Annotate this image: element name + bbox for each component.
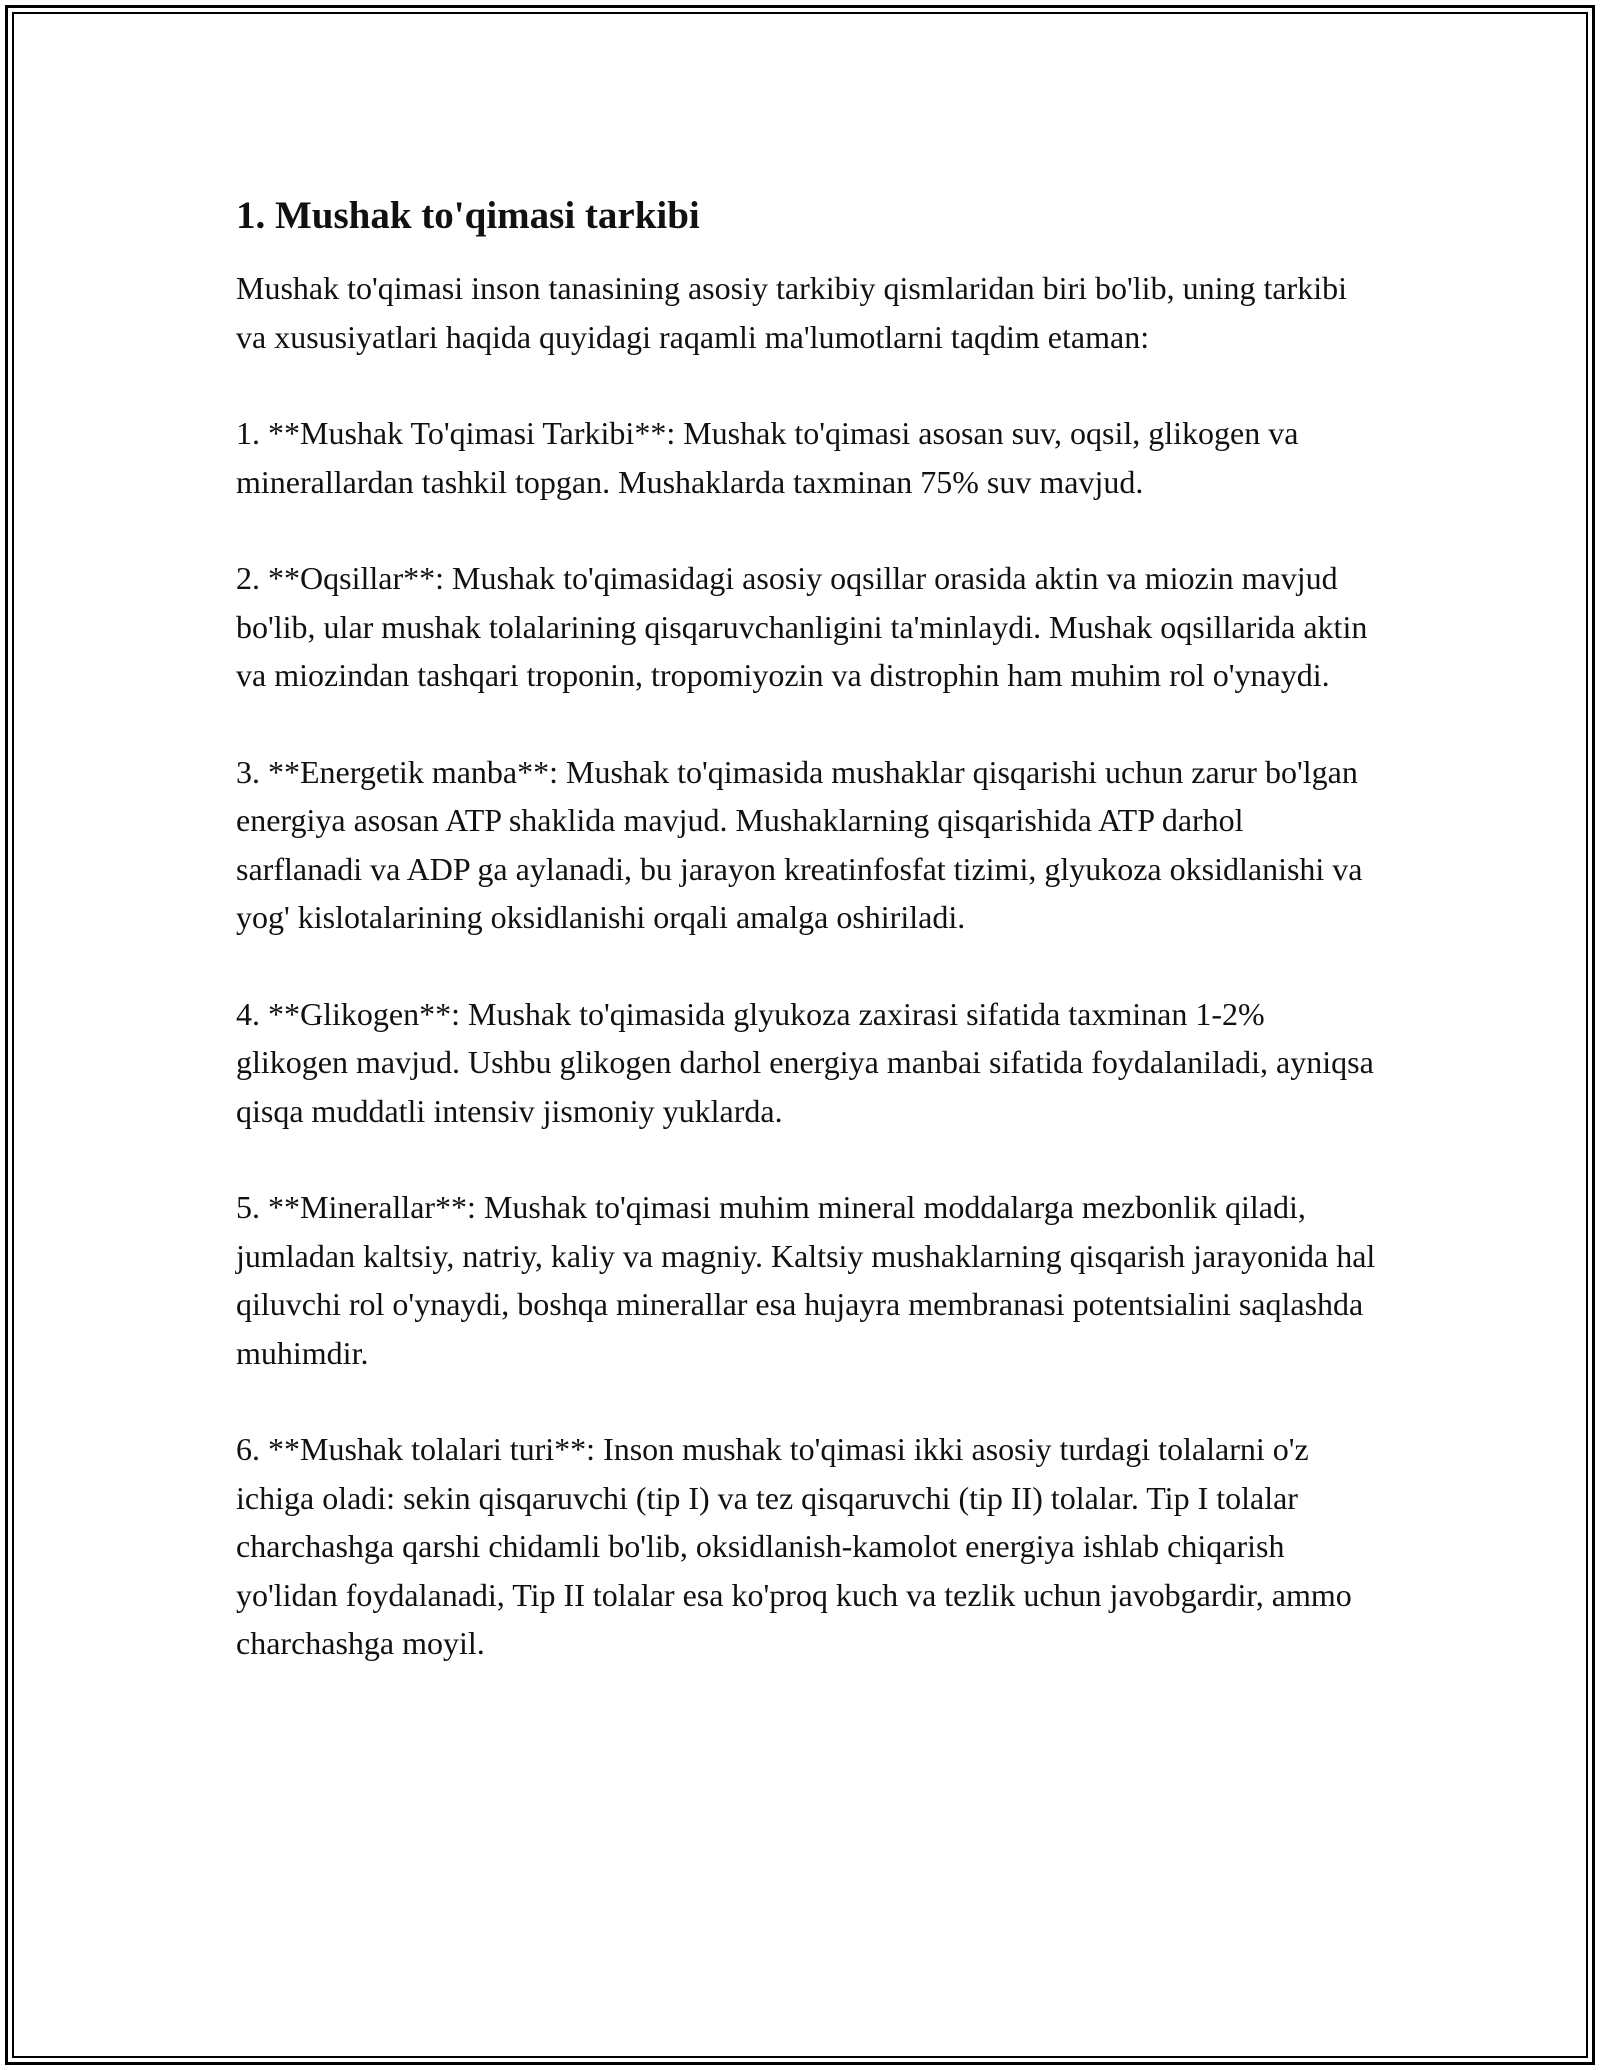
- intro-paragraph: Mushak to'qimasi inson tanasining asosiy tarkibiy qismlaridan biri bo'lib, uning tarkibi va xususiyatlari haqida quyidagi raqamli ma'lumotlarni taqdim etaman:: [236, 270, 1347, 355]
- list-item: 5. **Minerallar**: Mushak to'qimasi muhim mineral moddalarga mezbonlik qiladi, jumladan kaltsiy, natriy, kaliy va magniy. Kaltsiy mushaklarning qisqarish jarayonida hal qiluvchi rol o'ynaydi, boshqa minerallar esa hujayra membranasi potentsialini saqlashda muhimdir.: [236, 1189, 1376, 1371]
- section-title: 1. Mushak to'qimasi tarkibi: [236, 194, 700, 237]
- list-item: 6. **Mushak tolalari turi**: Inson mushak to'qimasi ikki asosiy turdagi tolalarni o'z ichiga oladi: sekin qisqaruvchi (tip I) va tez qisqaruvchi (tip II) tolalar. Tip I tolalar charchashga qarshi chidamli bo'lib, oksidlanish-kamolot energiya ishlab chiqarish yo'lidan foydalanadi, Tip II tolalar esa ko'proq kuch va tezlik uchun javobgardir, ammo charchashga moyil.: [236, 1431, 1352, 1661]
- list-item: 1. **Mushak To'qimasi Tarkibi**: Mushak to'qimasi asosan suv, oqsil, glikogen va minerallardan tashkil topgan. Mushaklarda taxminan 75% suv mavjud.: [236, 415, 1299, 500]
- list-item: 4. **Glikogen**: Mushak to'qimasida glyukoza zaxirasi sifatida taxminan 1-2% glikogen mavjud. Ushbu glikogen darhol energiya manbai sifatida foydalaniladi, ayniqsa qisqa muddatli intensiv jismoniy yuklarda.: [236, 995, 1374, 1129]
- document-body: [236, 188, 1376, 1668]
- list-item: 3. **Energetik manba**: Mushak to'qimasida mushaklar qisqarishi uchun zarur bo'lgan energiya asosan ATP shaklida mavjud. Mushaklarning qisqarishida ATP darhol sarflanadi va ADP ga aylanadi, bu jarayon kreatinfosfat tizimi, glyukoza oksidlanishi va yog' kislotalarining oksidlanishi orqali amalga oshiriladi.: [236, 753, 1363, 935]
- list-item: 2. **Oqsillar**: Mushak to'qimasidagi asosiy oqsillar orasida aktin va miozin mavjud bo'lib, ular mushak tolalarining qisqaruvchanligini ta'minlaydi. Mushak oqsillarida aktin va miozindan tashqari troponin, tropomiyozin va distrophin ham muhim rol o'ynaydi.: [236, 560, 1368, 693]
